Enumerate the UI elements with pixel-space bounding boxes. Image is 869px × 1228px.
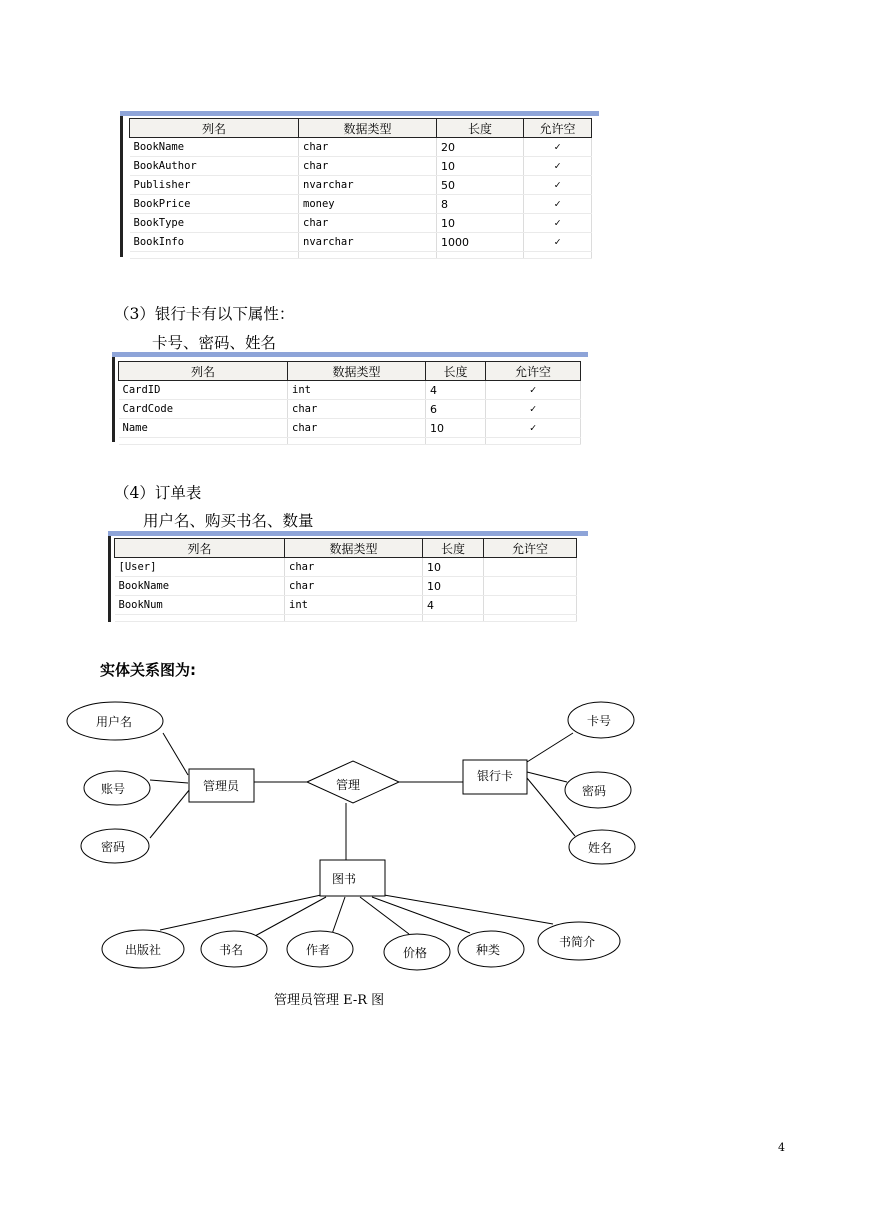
cell-nullable: ✓ — [524, 176, 592, 195]
cell-length: 8 — [437, 195, 524, 214]
col-header-name: 列名 — [130, 119, 299, 138]
cell-type: int — [285, 596, 423, 615]
cell-nullable — [484, 558, 577, 577]
cell-name: BookName — [130, 138, 299, 157]
order-table — [108, 531, 588, 622]
col-header-length: 长度 — [437, 119, 524, 138]
section3-title: （3）银行卡有以下属性： — [114, 305, 295, 323]
table-row — [115, 558, 577, 577]
cell-name: Publisher — [130, 176, 299, 195]
cell-length: 10 — [426, 419, 486, 438]
attr-card-no-label: 卡号 — [586, 714, 612, 728]
col-header-name: 列名 — [119, 362, 288, 381]
attr-admin-password-label: 密码 — [100, 840, 126, 854]
cell-type: char — [299, 138, 437, 157]
cell-length: 4 — [426, 381, 486, 400]
cell-type: char — [285, 558, 423, 577]
page-number: 4 — [778, 1141, 785, 1154]
table-row — [130, 138, 592, 157]
attr-author-label: 作者 — [305, 943, 331, 957]
attr-intro-label: 书简介 — [558, 935, 596, 949]
table-row — [115, 596, 577, 615]
col-header-length: 长度 — [423, 539, 484, 558]
table-row — [119, 381, 581, 400]
card-table — [112, 352, 588, 442]
cell-nullable: ✓ — [486, 400, 581, 419]
cell-type: char — [288, 419, 426, 438]
col-header-name: 列名 — [115, 539, 285, 558]
cell-name: BookInfo — [130, 233, 299, 252]
col-header-nullable: 允许空 — [484, 539, 577, 558]
cell-length: 50 — [437, 176, 524, 195]
table-row — [130, 157, 592, 176]
section4-title: （4）订单表 — [114, 484, 202, 502]
cell-name: Name — [119, 419, 288, 438]
book-table — [120, 111, 599, 257]
cell-name: BookAuthor — [130, 157, 299, 176]
cell-type: int — [288, 381, 426, 400]
entity-book-label: 图书 — [331, 872, 357, 886]
cell-name: CardID — [119, 381, 288, 400]
cell-length: 20 — [437, 138, 524, 157]
attr-publisher-label: 出版社 — [124, 943, 162, 957]
col-header-type: 数据类型 — [288, 362, 426, 381]
col-header-nullable: 允许空 — [486, 362, 581, 381]
col-header-type: 数据类型 — [285, 539, 423, 558]
cell-type: char — [299, 157, 437, 176]
cell-type: nvarchar — [299, 176, 437, 195]
attr-card-name-label: 姓名 — [587, 841, 613, 855]
table-row — [130, 214, 592, 233]
col-header-type: 数据类型 — [299, 119, 437, 138]
cell-name: BookType — [130, 214, 299, 233]
attr-account-label: 账号 — [100, 782, 126, 796]
section4-attrs: 用户名、购买书名、数量 — [143, 512, 314, 530]
cell-type: char — [299, 214, 437, 233]
cell-nullable: ✓ — [524, 195, 592, 214]
relationship-manage-label: 管理 — [335, 778, 361, 792]
cell-nullable: ✓ — [524, 157, 592, 176]
cell-nullable: ✓ — [524, 138, 592, 157]
cell-name: BookName — [115, 577, 285, 596]
entity-admin-label: 管理员 — [202, 779, 240, 793]
cell-name: BookNum — [115, 596, 285, 615]
col-header-length: 长度 — [426, 362, 486, 381]
cell-length: 10 — [423, 577, 484, 596]
table-row — [119, 419, 581, 438]
cell-nullable: ✓ — [524, 214, 592, 233]
cell-name: BookPrice — [130, 195, 299, 214]
attr-price-label: 价格 — [402, 946, 428, 960]
cell-type: nvarchar — [299, 233, 437, 252]
cell-length: 10 — [437, 214, 524, 233]
col-header-nullable: 允许空 — [524, 119, 592, 138]
cell-type: char — [285, 577, 423, 596]
attr-card-password-label: 密码 — [581, 784, 607, 798]
cell-nullable — [484, 577, 577, 596]
cell-name: [User] — [115, 558, 285, 577]
entity-card-label: 银行卡 — [476, 769, 514, 783]
cell-type: money — [299, 195, 437, 214]
cell-name: CardCode — [119, 400, 288, 419]
cell-type: char — [288, 400, 426, 419]
table-row — [115, 577, 577, 596]
cell-nullable: ✓ — [486, 419, 581, 438]
cell-length: 4 — [423, 596, 484, 615]
section3-attrs: 卡号、密码、姓名 — [152, 334, 277, 352]
er-diagram — [0, 690, 869, 1010]
table-row — [119, 400, 581, 419]
cell-nullable — [484, 596, 577, 615]
cell-length: 6 — [426, 400, 486, 419]
table-row — [130, 233, 592, 252]
table-row — [130, 195, 592, 214]
cell-nullable: ✓ — [486, 381, 581, 400]
cell-nullable: ✓ — [524, 233, 592, 252]
attr-bookname-label: 书名 — [218, 943, 244, 957]
table-row — [130, 176, 592, 195]
er-heading: 实体关系图为: — [100, 661, 196, 679]
cell-length: 10 — [423, 558, 484, 577]
cell-length: 1000 — [437, 233, 524, 252]
attr-category-label: 种类 — [475, 943, 501, 957]
attr-username-label: 用户名 — [95, 715, 133, 729]
er-caption: 管理员管理 E-R 图 — [274, 993, 385, 1008]
cell-length: 10 — [437, 157, 524, 176]
